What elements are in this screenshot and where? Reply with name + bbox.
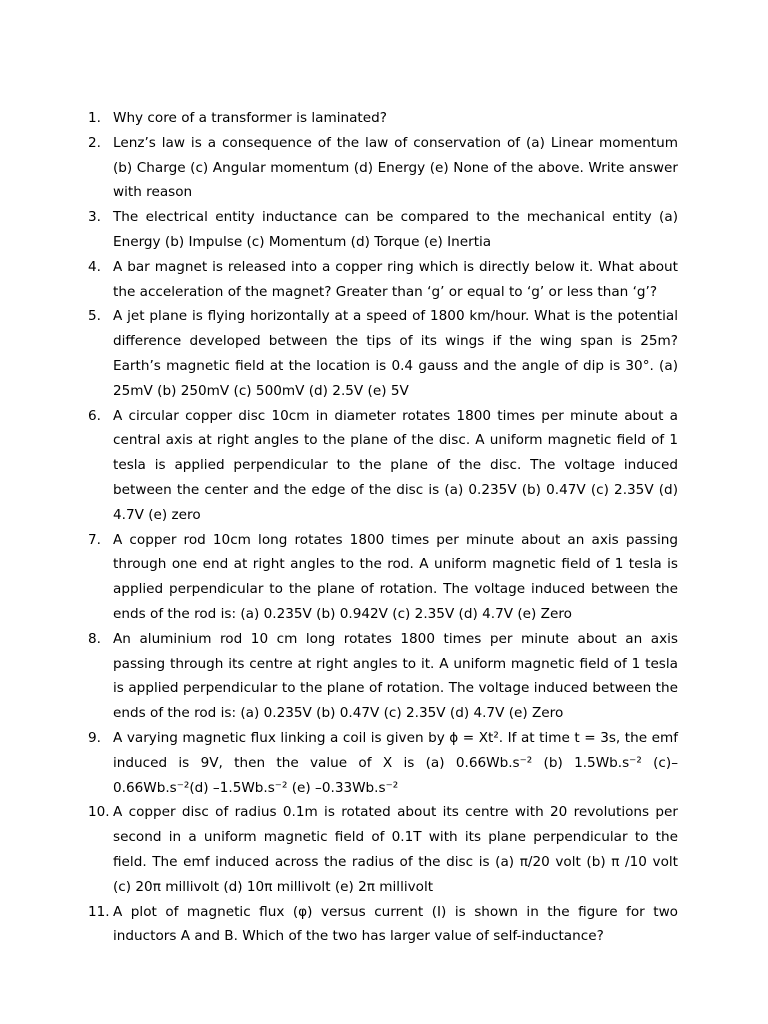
question-text: A bar magnet is released into a copper ring which is directly below it. What about the acceleration of the magnet? Greater than ‘g’ or equal to ‘g’ or less than ‘g’? — [113, 258, 678, 300]
question-text: A copper rod 10cm long rotates 1800 times per minute about an axis passing through one end at right angles to the rod. A uniform magnetic field of 1 tesla is applied perpendicular to the plane of rotation. The voltage induced between the ends of the rod is: (a) 0.235V (b) 0.942V (c) 2.35V (d) 4.7V (e) Zero — [113, 531, 678, 622]
question-text: A plot of magnetic flux (φ) versus current (I) is shown in the figure for two inductors A and B. Which of the two has larger value of self-inductance? — [113, 903, 678, 945]
question-number: 5. — [88, 308, 101, 325]
question-number: 2. — [88, 134, 101, 151]
question-number: 3. — [88, 209, 101, 226]
question-number: 6. — [88, 407, 101, 424]
question-list — [88, 106, 678, 949]
question-item — [88, 528, 678, 627]
question-text: A circular copper disc 10cm in diameter rotates 1800 times per minute about a central axis at right angles to the plane of the disc. A uniform magnetic field of 1 tesla is applied perpendicular to the plane of the disc. The voltage induced between the center and the edge of the disc is (a) 0.235V (b) 0.47V (c) 2.35V (d) 4.7V (e) zero — [113, 407, 678, 523]
question-number: 7. — [88, 531, 101, 548]
question-number: 10. — [88, 804, 110, 821]
question-number: 8. — [88, 630, 101, 647]
question-number: 1. — [88, 110, 101, 126]
question-item — [88, 627, 678, 726]
question-item — [88, 900, 678, 950]
question-text: Lenz’s law is a consequence of the law of conservation of (a) Linear momentum (b) Charge (c) Angular momentum (d) Energy (e) None of the above. Write answer with reason — [113, 134, 678, 201]
question-text: A copper disc of radius 0.1m is rotated about its centre with 20 revolutions per second in a uniform magnetic field of 0.1T with its plane perpendicular to the field. The emf induced across the radius of the disc is (a) π/20 volt (b) π /10 volt (c) 20π millivolt (d) 10π millivolt (e) 2π millivolt — [113, 804, 678, 895]
question-number: 9. — [88, 729, 101, 746]
question-item — [88, 800, 678, 899]
question-item — [88, 304, 678, 403]
question-number: 11. — [88, 903, 110, 920]
question-text: An aluminium rod 10 cm long rotates 1800 times per minute about an axis passing through its centre at right angles to it. A uniform magnetic field of 1 tesla is applied perpendicular to the plane of rotation. The voltage induced between the ends of the rod is: (a) 0.235V (b) 0.47V (c) 2.35V (d) 4.7V (e) Zero — [113, 630, 678, 722]
question-text: Why core of a transformer is laminated? — [113, 110, 387, 126]
question-number: 4. — [88, 258, 101, 275]
question-text: A varying magnetic flux linking a coil is given by ϕ = Xt². If at time t = 3s, the emf induced is 9V, then the value of X is (a) 0.66Wb.s⁻² (b) 1.5Wb.s⁻² (c)–0.66Wb.s⁻²(d) –1.5Wb.s⁻² (e) –0.33Wb.s⁻² — [113, 729, 678, 796]
question-text: The electrical entity inductance can be compared to the mechanical entity (a) Energy (b) Impulse (c) Momentum (d) Torque (e) Inertia — [113, 209, 678, 250]
question-item — [88, 131, 678, 205]
question-item — [88, 205, 678, 255]
question-text: A jet plane is flying horizontally at a speed of 1800 km/hour. What is the potential difference developed between the tips of its wings if the wing span is 25m? Earth’s magnetic field at the location is 0.4 gauss and the angle of dip is 30°. (a) 25mV (b) 250mV (c) 500mV (d) 2.5V (e) 5V — [113, 308, 678, 399]
question-item — [88, 726, 678, 800]
question-item — [88, 255, 678, 305]
question-item — [88, 106, 678, 131]
question-item — [88, 404, 678, 528]
